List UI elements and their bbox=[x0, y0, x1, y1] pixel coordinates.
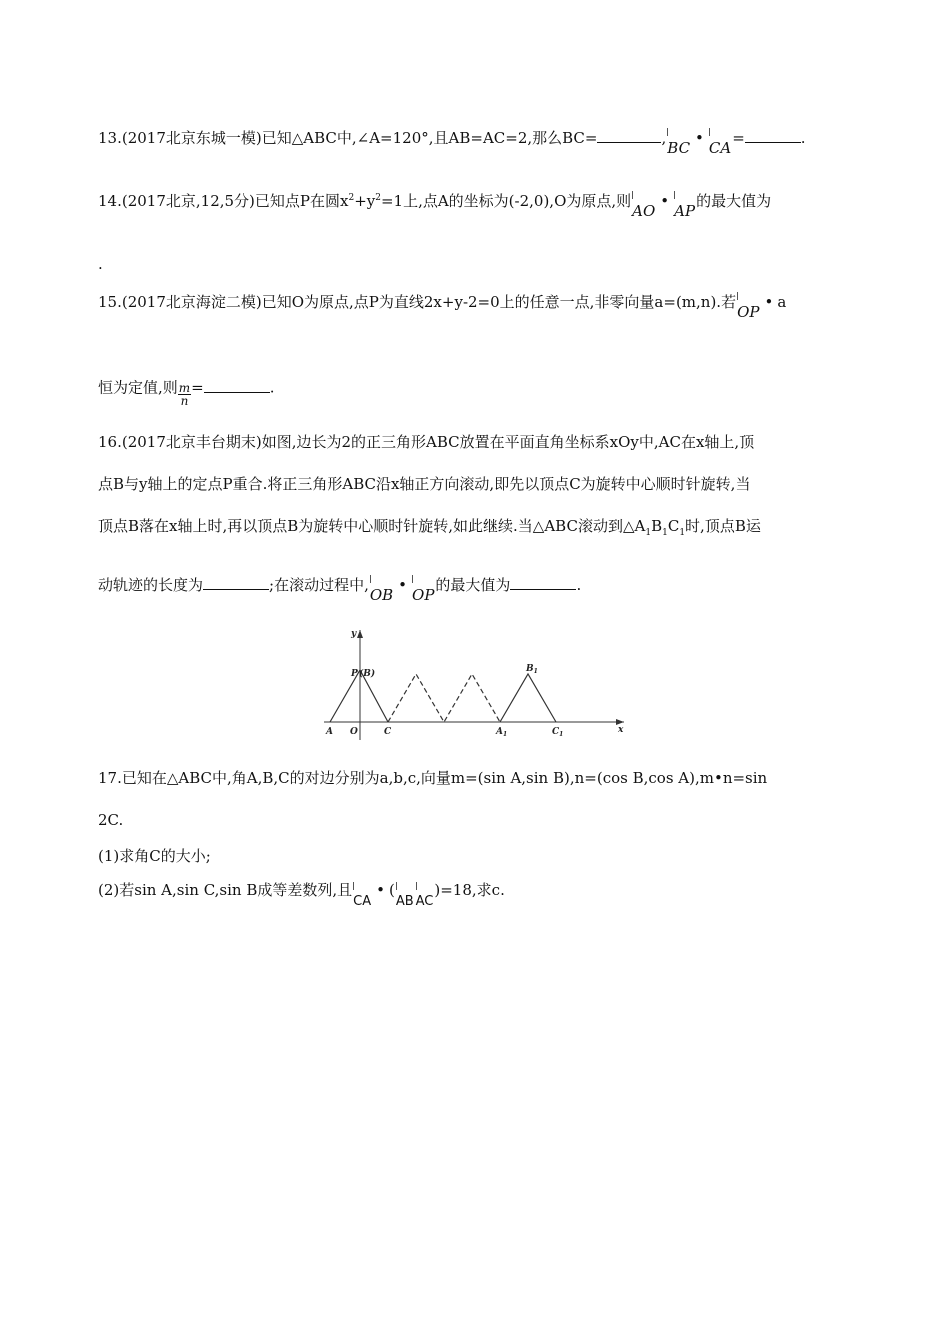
q13-blank-2 bbox=[745, 128, 801, 143]
question-16-line-2: 点B与y轴上的定点P重合.将正三角形ABC沿x轴正方向滚动,即先以顶点C为旋转中心顺时针旋转,当 bbox=[98, 475, 751, 493]
rolling-triangle-figure bbox=[318, 624, 634, 744]
vector-op: OP bbox=[737, 303, 760, 321]
rolling-path-dashed bbox=[388, 674, 500, 722]
question-16-line-4: 动轨迹的长度为 ;在滚动过程中,OB•OP的最大值为 . bbox=[98, 576, 582, 604]
question-17-line-2: 2C. bbox=[98, 811, 124, 829]
vector-ao: AO bbox=[632, 202, 656, 220]
q15-blank bbox=[204, 378, 270, 393]
triangle-a1b1c1 bbox=[500, 674, 556, 722]
vector-ab: AB bbox=[396, 892, 414, 912]
question-17-part-1: (1)求角C的大小; bbox=[98, 847, 211, 865]
y-axis-arrow bbox=[357, 630, 363, 638]
label-c: C bbox=[384, 727, 392, 737]
question-13: 13.(2017北京东城一模)已知△ABC中,∠A=120°,且AB=AC=2,那么BC= ,BC•CA= . bbox=[98, 129, 806, 157]
label-a: A bbox=[326, 727, 333, 737]
q13-blank-1 bbox=[597, 128, 661, 143]
question-15: 15.(2017北京海淀二模)已知O为原点,点P为直线2x+y-2=0上的任意一点,非零向量a=(m,n).若OP• a bbox=[98, 293, 787, 321]
question-14-line-2: . bbox=[98, 255, 103, 273]
vector-op-2: OP bbox=[412, 586, 435, 604]
vector-ob: OB bbox=[369, 586, 394, 604]
label-a1: $A_1$ bbox=[496, 727, 508, 738]
q16-blank-1 bbox=[203, 575, 269, 590]
question-15-line-2: 恒为定值,则 $\frac{m}{n}$ = . bbox=[98, 378, 275, 408]
vector-ca-2: CA bbox=[353, 892, 371, 912]
label-o: O bbox=[350, 727, 358, 737]
vector-ca: CA bbox=[708, 139, 732, 157]
label-p: P bbox=[351, 669, 358, 679]
vector-ap: AP bbox=[674, 202, 696, 220]
q13-text: 13.(2017北京东城一模)已知△ABC中,∠A=120°,且AB=AC=2,那么BC= bbox=[98, 129, 598, 147]
question-16-line-3: 顶点B落在x轴上时,再以顶点B为旋转中心顺时针旋转,如此继续.当△ABC滚动到$\triangle A_1B_1C_1$时,顶点B运 bbox=[98, 517, 761, 538]
fraction-m-over-n: $\frac{m}{n}$ bbox=[178, 381, 191, 408]
question-14: 14.(2017北京,12,5分)已知点P在圆$x^2+y^2=1$上,点A的坐标为(-2,0),O为原点,则AO•AP的最大值为 bbox=[98, 192, 772, 220]
label-c1: $C_1$ bbox=[552, 727, 564, 738]
axes bbox=[324, 630, 624, 740]
label-b1: $B_1$ bbox=[526, 664, 538, 675]
question-17-line-1: 17.已知在△ABC中,角A,B,C的对边分别为a,b,c,向量m=(sin A,sin B),n=(cos B,cos A),m•n=sin bbox=[98, 769, 768, 787]
label-b-paren: (B) bbox=[359, 669, 376, 679]
x-axis-label: x bbox=[618, 725, 624, 735]
y-axis-label: y bbox=[351, 629, 357, 639]
vector-ac: AC bbox=[416, 892, 434, 912]
q16-blank-2 bbox=[510, 575, 576, 590]
vector-bc: BC bbox=[667, 139, 691, 157]
question-16-line-1: 16.(2017北京丰台期末)如图,边长为2的正三角形ABC放置在平面直角坐标系xOy中,AC在x轴上,顶 bbox=[98, 433, 755, 451]
question-17-part-2: (2)若sin A,sin C,sin B成等差数列,且CA• (AB AC)=18,求c. bbox=[98, 880, 505, 902]
